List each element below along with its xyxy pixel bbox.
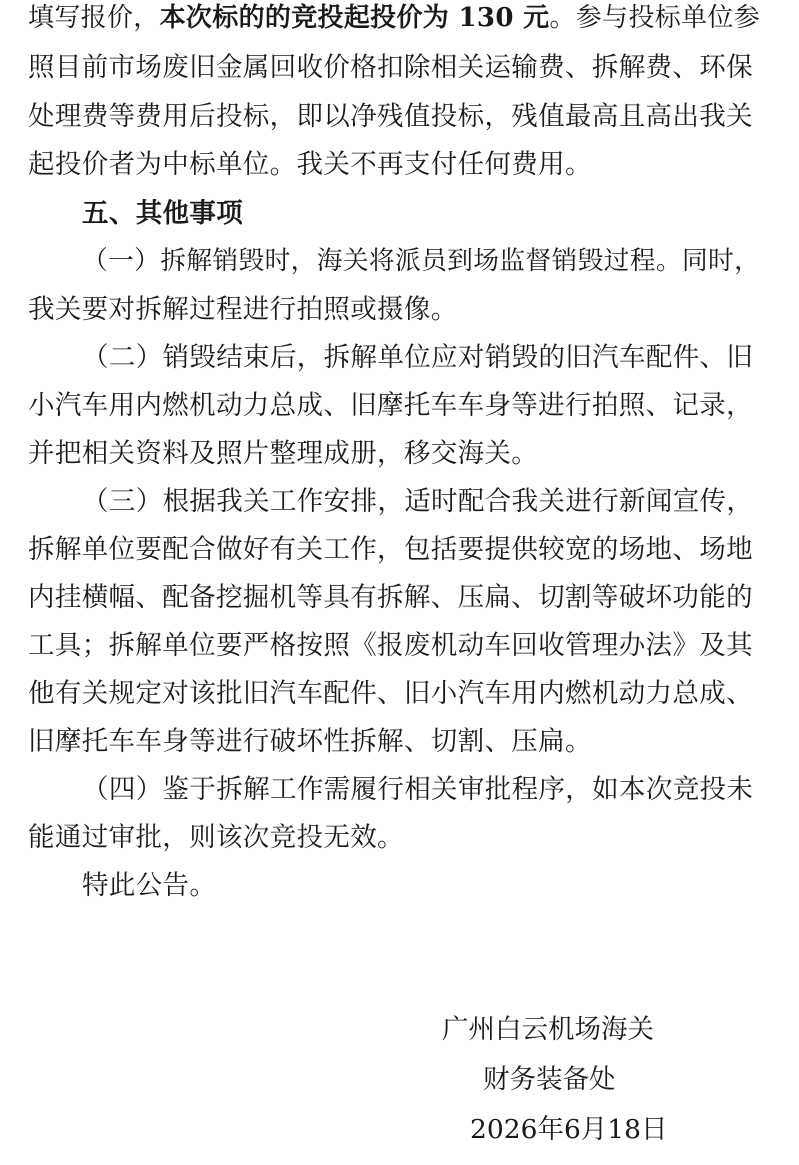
section-5-heading: 五、其他事项 [82, 198, 244, 229]
item-2-line-3: 并把相关资料及照片整理成册，移交海关。 [28, 438, 539, 469]
bid-paragraph-line-3: 处理费等费用后投标，即以净残值投标，残值最高且高出我关 [28, 101, 753, 132]
bid-text-prefix: 填写报价， [28, 3, 160, 33]
item-2-line-2: 小汽车用内燃机动力总成、旧摩托车车身等进行拍照、记录， [28, 390, 753, 421]
bid-paragraph-line-1 [28, 3, 761, 33]
signature-date: 2026年6月18日 [470, 1114, 668, 1145]
item-1-line-1: （一）拆解销毁时，海关将派员到场监督销毁过程。同时， [82, 246, 761, 276]
item-1-line-2: 我关要对拆解过程进行拍照或摄像。 [28, 294, 458, 325]
closing-text: 特此公告。 [82, 870, 217, 901]
item-3-line-2: 拆解单位要配合做好有关工作，包括要提供较宽的场地、场地 [28, 534, 753, 565]
signature-department: 财务装备处 [483, 1064, 616, 1095]
bid-start-price-bold: 本次标的的竞投起投价为 130 元 [159, 3, 550, 33]
item-4-line-2: 能通过审批，则该次竞投无效。 [28, 822, 404, 853]
item-4-line-1: （四）鉴于拆解工作需履行相关审批程序，如本次竞投未 [82, 774, 754, 805]
item-3-line-6: 旧摩托车车身等进行破坏性拆解、切割、压扁。 [28, 726, 592, 757]
bid-paragraph-line-2: 照目前市场废旧金属回收价格扣除相关运输费、拆解费、环保 [28, 52, 753, 83]
item-3-line-3: 内挂横幅、配备挖掘机等具有拆解、压扁、切割等破坏功能的 [28, 582, 753, 613]
item-3-line-4: 工具；拆解单位要严格按照《报废机动车回收管理办法》及其 [28, 630, 753, 661]
bid-text-suffix: 。参与投标单位参 [549, 3, 761, 33]
item-2-line-1: （二）销毁结束后，拆解单位应对销毁的旧汽车配件、旧 [82, 342, 754, 373]
item-3-line-5: 他有关规定对该批旧汽车配件、旧小汽车用内燃机动力总成、 [28, 678, 753, 709]
item-3-line-1: （三）根据我关工作安排，适时配合我关进行新闻宣传， [82, 486, 754, 517]
bid-paragraph-line-4: 起投价者为中标单位。我关不再支付任何费用。 [28, 149, 592, 180]
signature-organization: 广州白云机场海关 [442, 1014, 654, 1045]
